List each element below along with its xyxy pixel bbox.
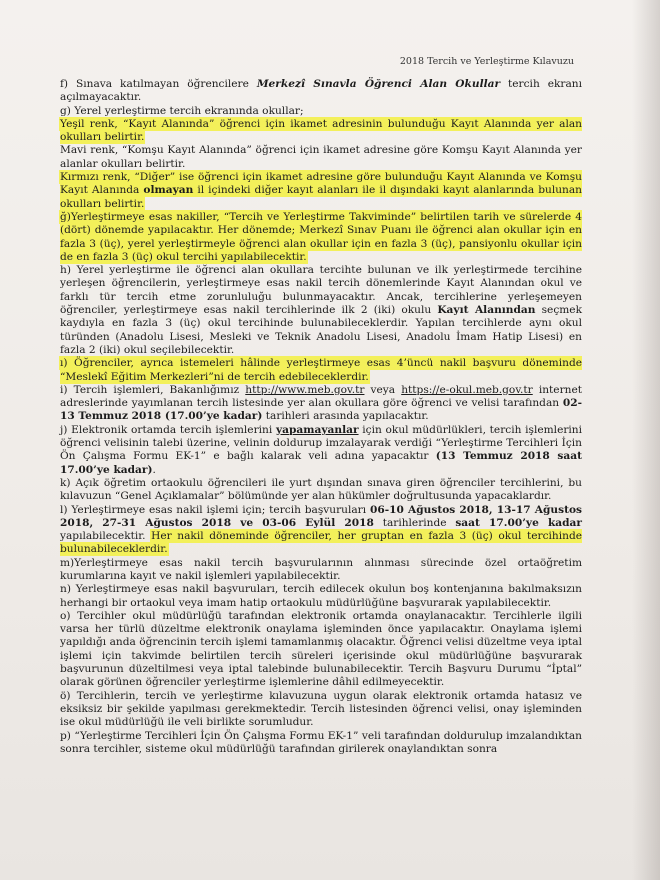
item-k: k) Açık öğretim ortaokulu öğrencileri ile yurt dışından sınava giren öğrenciler tercihlerini, bu kılavuzun “Genel Açıklamalar” bölümünde yer alan hükümler doğrultusunda yapacaklardır. bbox=[60, 476, 582, 503]
item-o-umlaut: ö) Tercihlerin, tercih ve yerleştirme kılavuzuna uygun olarak elektronik ortamda hatasız ve eksiksiz bir şekilde yapılması gerekmektedir. Tercih listesinden öğrenci velisi, onay işleminden ise okul müdürlüğü ile veli birlikte sorumludur. bbox=[60, 689, 582, 729]
item-g-breve: ğ)Yerleştirmeye esas nakiller, “Tercih ve Yerleştirme Takviminde” belirtilen tarih ve sürelerde 4 (dört) dönemde yapılacaktır. Her dönemde; Merkezî Sınav Puanı ile öğrenci alan okullar için en fazla 3 (üç), yerel yerleştirmeyle öğrenci alan okullar için en fazla 3 (üç), pansiyonlu okullar için de en fazla 3 (üç) okul tercihi yapılabilecektir. bbox=[60, 210, 582, 263]
item-h: h) Yerel yerleştirme ile öğrenci alan okullara tercihte bulunan ve ilk yerleştirmede tercihine yerleşen öğrencilerin, yerleştirmeye esas nakil tercih dönemlerinde Kayıt Alanından okul ve farklı tür tercih etme zorunluluğu bulunmayacaktır. Ancak, tercihlerine yerleşemeyen öğrenciler, yerleştirmeye esas nakil tercihlerinde ilk 2 (iki) okulu Kayıt Alanından seçmek kaydıyla en fazla 3 (üç) okul tercihinde bulunabileceklerdir. Yapılan tercihlerde aynı okul türünden (Anadolu Lisesi, Mesleki ve Teknik Anadolu Lisesi, Anadolu İmam Hatip Lisesi) en fazla 2 (iki) okul seçilebilecektir. bbox=[60, 264, 582, 356]
item-g-red: Kırmızı renk, “Diğer” ise öğrenci için ikamet adresine göre bulunduğu Kayıt Alanında ve Komşu Kayıt Alanında olmayan il içindeki diğer kayıt alanları ile il dışındaki kayıt alanlarında bulunan okulları belirtir. bbox=[60, 171, 582, 210]
item-n: n) Yerleştirmeye esas nakil başvuruları, tercih edilecek okulun boş kontenjanına bakılmaksızın herhangi bir ortaokul veya imam hatip ortaokulu müdürlüğüne başvurarak yapılabilecektir. bbox=[60, 583, 582, 609]
item-g: g) Yerel yerleştirme tercih ekranında okullar; bbox=[60, 104, 304, 117]
item-m: m)Yerleştirmeye esas nakil tercih başvurularının alınması sürecinde özel ortaöğretim kurumlarına kayıt ve nakil işlemleri yapılabilecektir. bbox=[60, 556, 582, 582]
item-p: p) “Yerleştirme Tercihleri İçin Ön Çalışma Formu EK-1” veli tarafından doldurulup imzalandıktan sonra tercihler, sisteme okul müdürlüğü tarafından girilerek onaylandıktan sonra bbox=[60, 729, 582, 755]
item-o: o) Tercihler okul müdürlüğü tarafından elektronik ortamda onaylanacaktır. Tercihlerle ilgili varsa her türlü düzeltme elektronik onaylama işleminden önce yapılacaktır. Onaylama işlemi yapıldığı anda öğrencinin tercih işlemi tamamlanmış olacaktır. Öğrenci velisi düzeltme veya iptal işlemi için takvimde belirtilen tercih süreleri içerisinde okul müdürlüğüne başvurarak başvurunun düzeltilmesi veya iptal talebinde bulunabilecektir. Tercih Başvuru Durumu “İptal” olarak görünen öğrenciler yerleştirme işlemlerine dâhil edilmeyecektir. bbox=[60, 609, 582, 689]
item-g-green: Yeşil renk, “Kayıt Alanında” öğrenci için ikamet adresinin bulunduğu Kayıt Alanında yer alan okulları belirtir. bbox=[60, 117, 582, 144]
page-edge-shadow bbox=[632, 0, 660, 880]
item-l: l) Yerleştirmeye esas nakil işlemi için; tercih başvuruları 06-10 Ağustos 2018, 13-17 Ağustos 2018, 27-31 Ağustos 2018 ve 03-06 Eylül 2018 tarihlerinde saat 17.00’ye kadar yapılabilecektir. Her nakil döneminde öğrenciler, her gruptan en fazla 3 (üç) okul tercihinde bulunabileceklerdir. bbox=[60, 503, 583, 556]
e-okul-link[interactable]: https://e-okul.meb.gov.tr bbox=[401, 383, 533, 396]
item-dotless-i: ı) Öğrenciler, ayrıca istemeleri hâlinde yerleştirmeye esas 4’üncü nakil başvuru döneminde “Meslekî Eğitim Merkezleri”ni de tercih edebileceklerdir. bbox=[60, 357, 582, 383]
document-body bbox=[60, 78, 582, 756]
meb-link[interactable]: http://www.meb.gov.tr bbox=[245, 383, 365, 396]
item-f: f) Sınava katılmayan öğrencilere Merkezî Sınavla Öğrenci Alan Okullar tercih ekranı açılmayacaktır. bbox=[60, 78, 582, 104]
item-j: j) Elektronik ortamda tercih işlemlerini yapamayanlar için okul müdürlükleri, tercih işlemlerini öğrenci velisinin talebi üzerine, velinin doldurup imzalayarak verdiği “Yerleştirme Tercihleri İçin Ön Çalışma Formu EK-1” e bağlı kalarak veli adına yapacaktır (13 Temmuz 2018 saat 17.00’ye kadar). bbox=[60, 423, 583, 476]
running-header: 2018 Tercih ve Yerleştirme Kılavuzu bbox=[399, 56, 574, 67]
item-g-blue: Mavi renk, “Komşu Kayıt Alanında” öğrenci için ikamet adresine göre Komşu Kayıt Alanında yer alanlar okulları belirtir. bbox=[60, 144, 582, 170]
item-i: i) Tercih işlemleri, Bakanlığımız http://www.meb.gov.tr veya https://e-okul.meb.gov.tr internet adreslerinde yayımlanan tercih listesinde yer alan okullara göre öğrenci ve velisi tarafından 02-13 Temmuz 2018 (17.00’ye kadar) tarihleri arasında yapılacaktır. bbox=[60, 383, 582, 423]
